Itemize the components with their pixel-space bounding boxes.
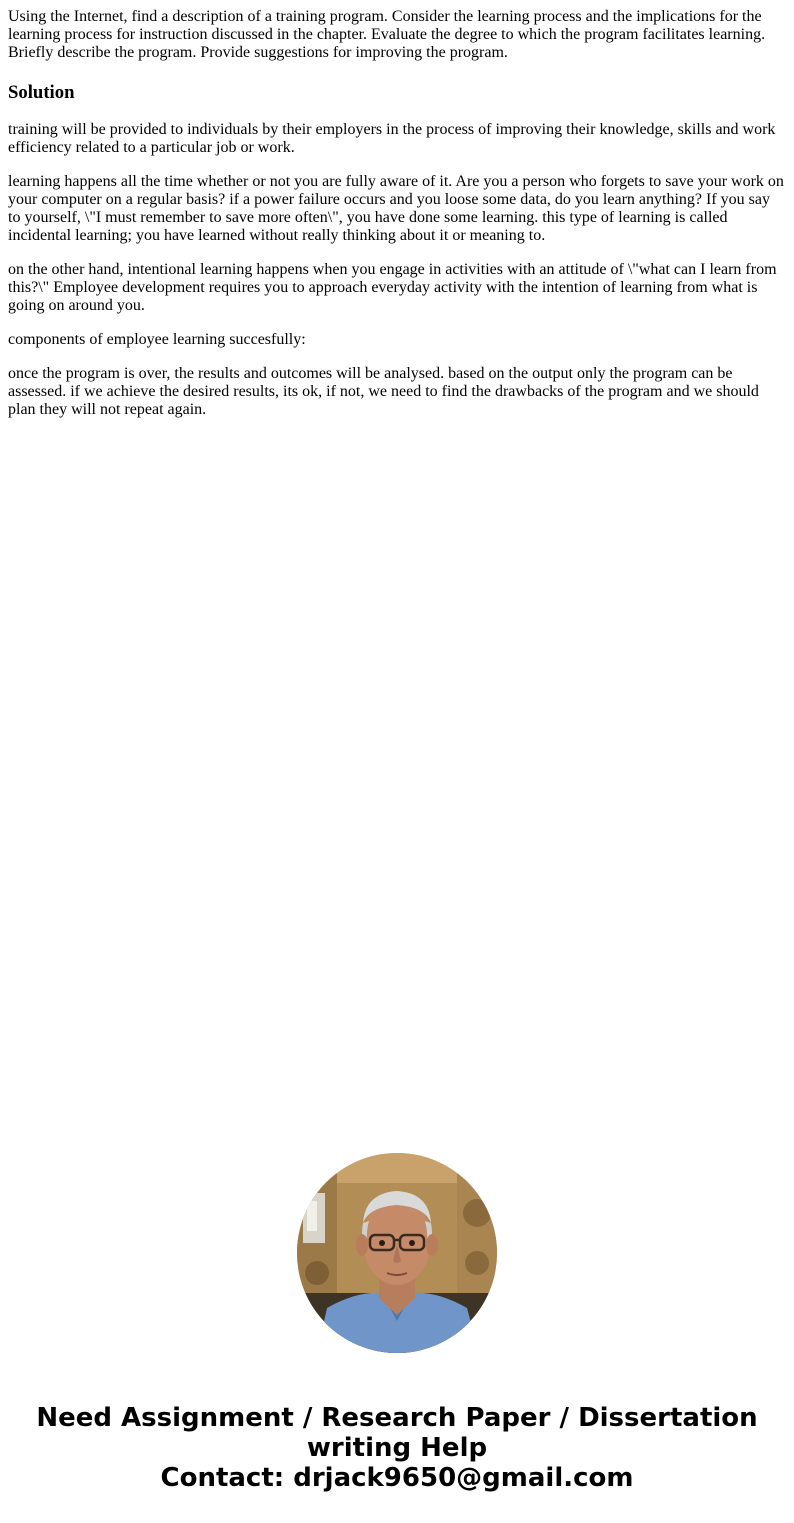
promo-banner — [0, 1403, 794, 1493]
promo-contact-line: Contact: drjack9650@gmail.com — [160, 1463, 634, 1493]
tutor-portrait-icon — [297, 1153, 497, 1353]
solution-paragraph-1: training will be provided to individuals by their employers in the process of improving their knowledge, skills and work efficiency related to a particular job or work. — [8, 121, 776, 156]
tutor-avatar — [297, 1153, 497, 1353]
solution-paragraph-3: on the other hand, intentional learning happens when you engage in activities with an attitude of \"what can I learn from this?\" Employee development requires you to approach everyday activity with the intention of learning from what is going on around you. — [8, 261, 777, 314]
solution-paragraph-5: once the program is over, the results and outcomes will be analysed. based on the output only the program can be assessed. if we achieve the desired results, its ok, if not, we need to find the drawbacks of the program and we should plan they will not repeat again. — [8, 365, 759, 418]
promo-line-1: Need Assignment / Research Paper / Dissertation — [36, 1403, 758, 1433]
document-body — [8, 8, 786, 435]
promo-line-2: writing Help — [306, 1433, 488, 1463]
solution-paragraph-2: learning happens all the time whether or not you are fully aware of it. Are you a person who forgets to save your work on your computer on a regular basis? if a power failure occurs and you loose some data, do you learn anything? If you say to yourself, \"I must remember to save more often\", you have done some learning. this type of learning is called incidental learning; you have learned without really thinking about it or meaning to. — [8, 173, 784, 244]
question-text: Using the Internet, find a description of a training program. Consider the learning process and the implications for the learning process for instruction discussed in the chapter. Evaluate the degree to which the program facilitates learning. Briefly describe the program. Provide suggestions for improving the program. — [8, 8, 766, 61]
solution-paragraph-4: components of employee learning succesfully: — [8, 331, 306, 348]
solution-heading: Solution — [8, 82, 75, 103]
